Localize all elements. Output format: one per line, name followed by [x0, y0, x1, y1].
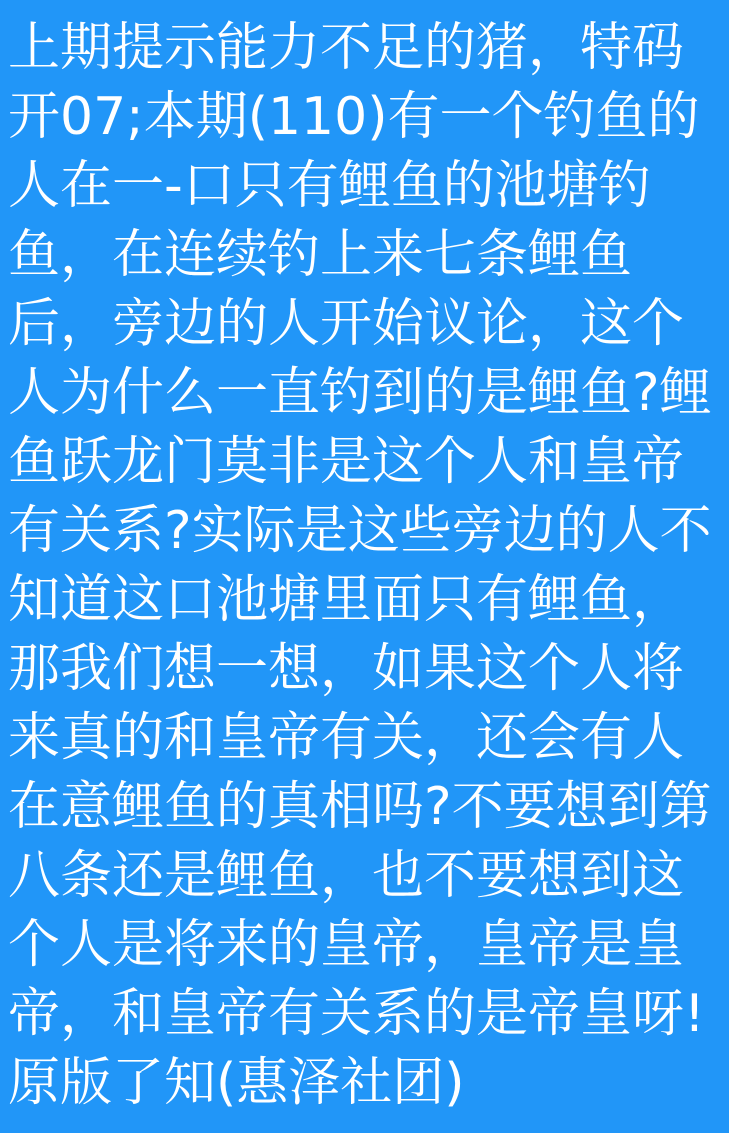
- body-text: 上期提示能力不足的猪，特码开07;本期(110)有一个钓鱼的人在一-口只有鲤鱼的池塘钓鱼，在连续钓上来七条鲤鱼后，旁边的人开始议论，这个人为什么一直钓到的是鲤鱼?鲤鱼跃龙门莫非是这个人和皇帝有关系?实际是这些旁边的人不知道这口池塘里面只有鲤鱼，那我们想一想，如果这个人将来真的和皇帝有关，还会有人在意鲤鱼的真相吗?不要想到第八条还是鲤鱼，也不要想到这个人是将来的皇帝，皇帝是皇帝，和皇帝有关系的是帝皇呀!原版了知(惠泽社团): [8, 18, 712, 1113]
